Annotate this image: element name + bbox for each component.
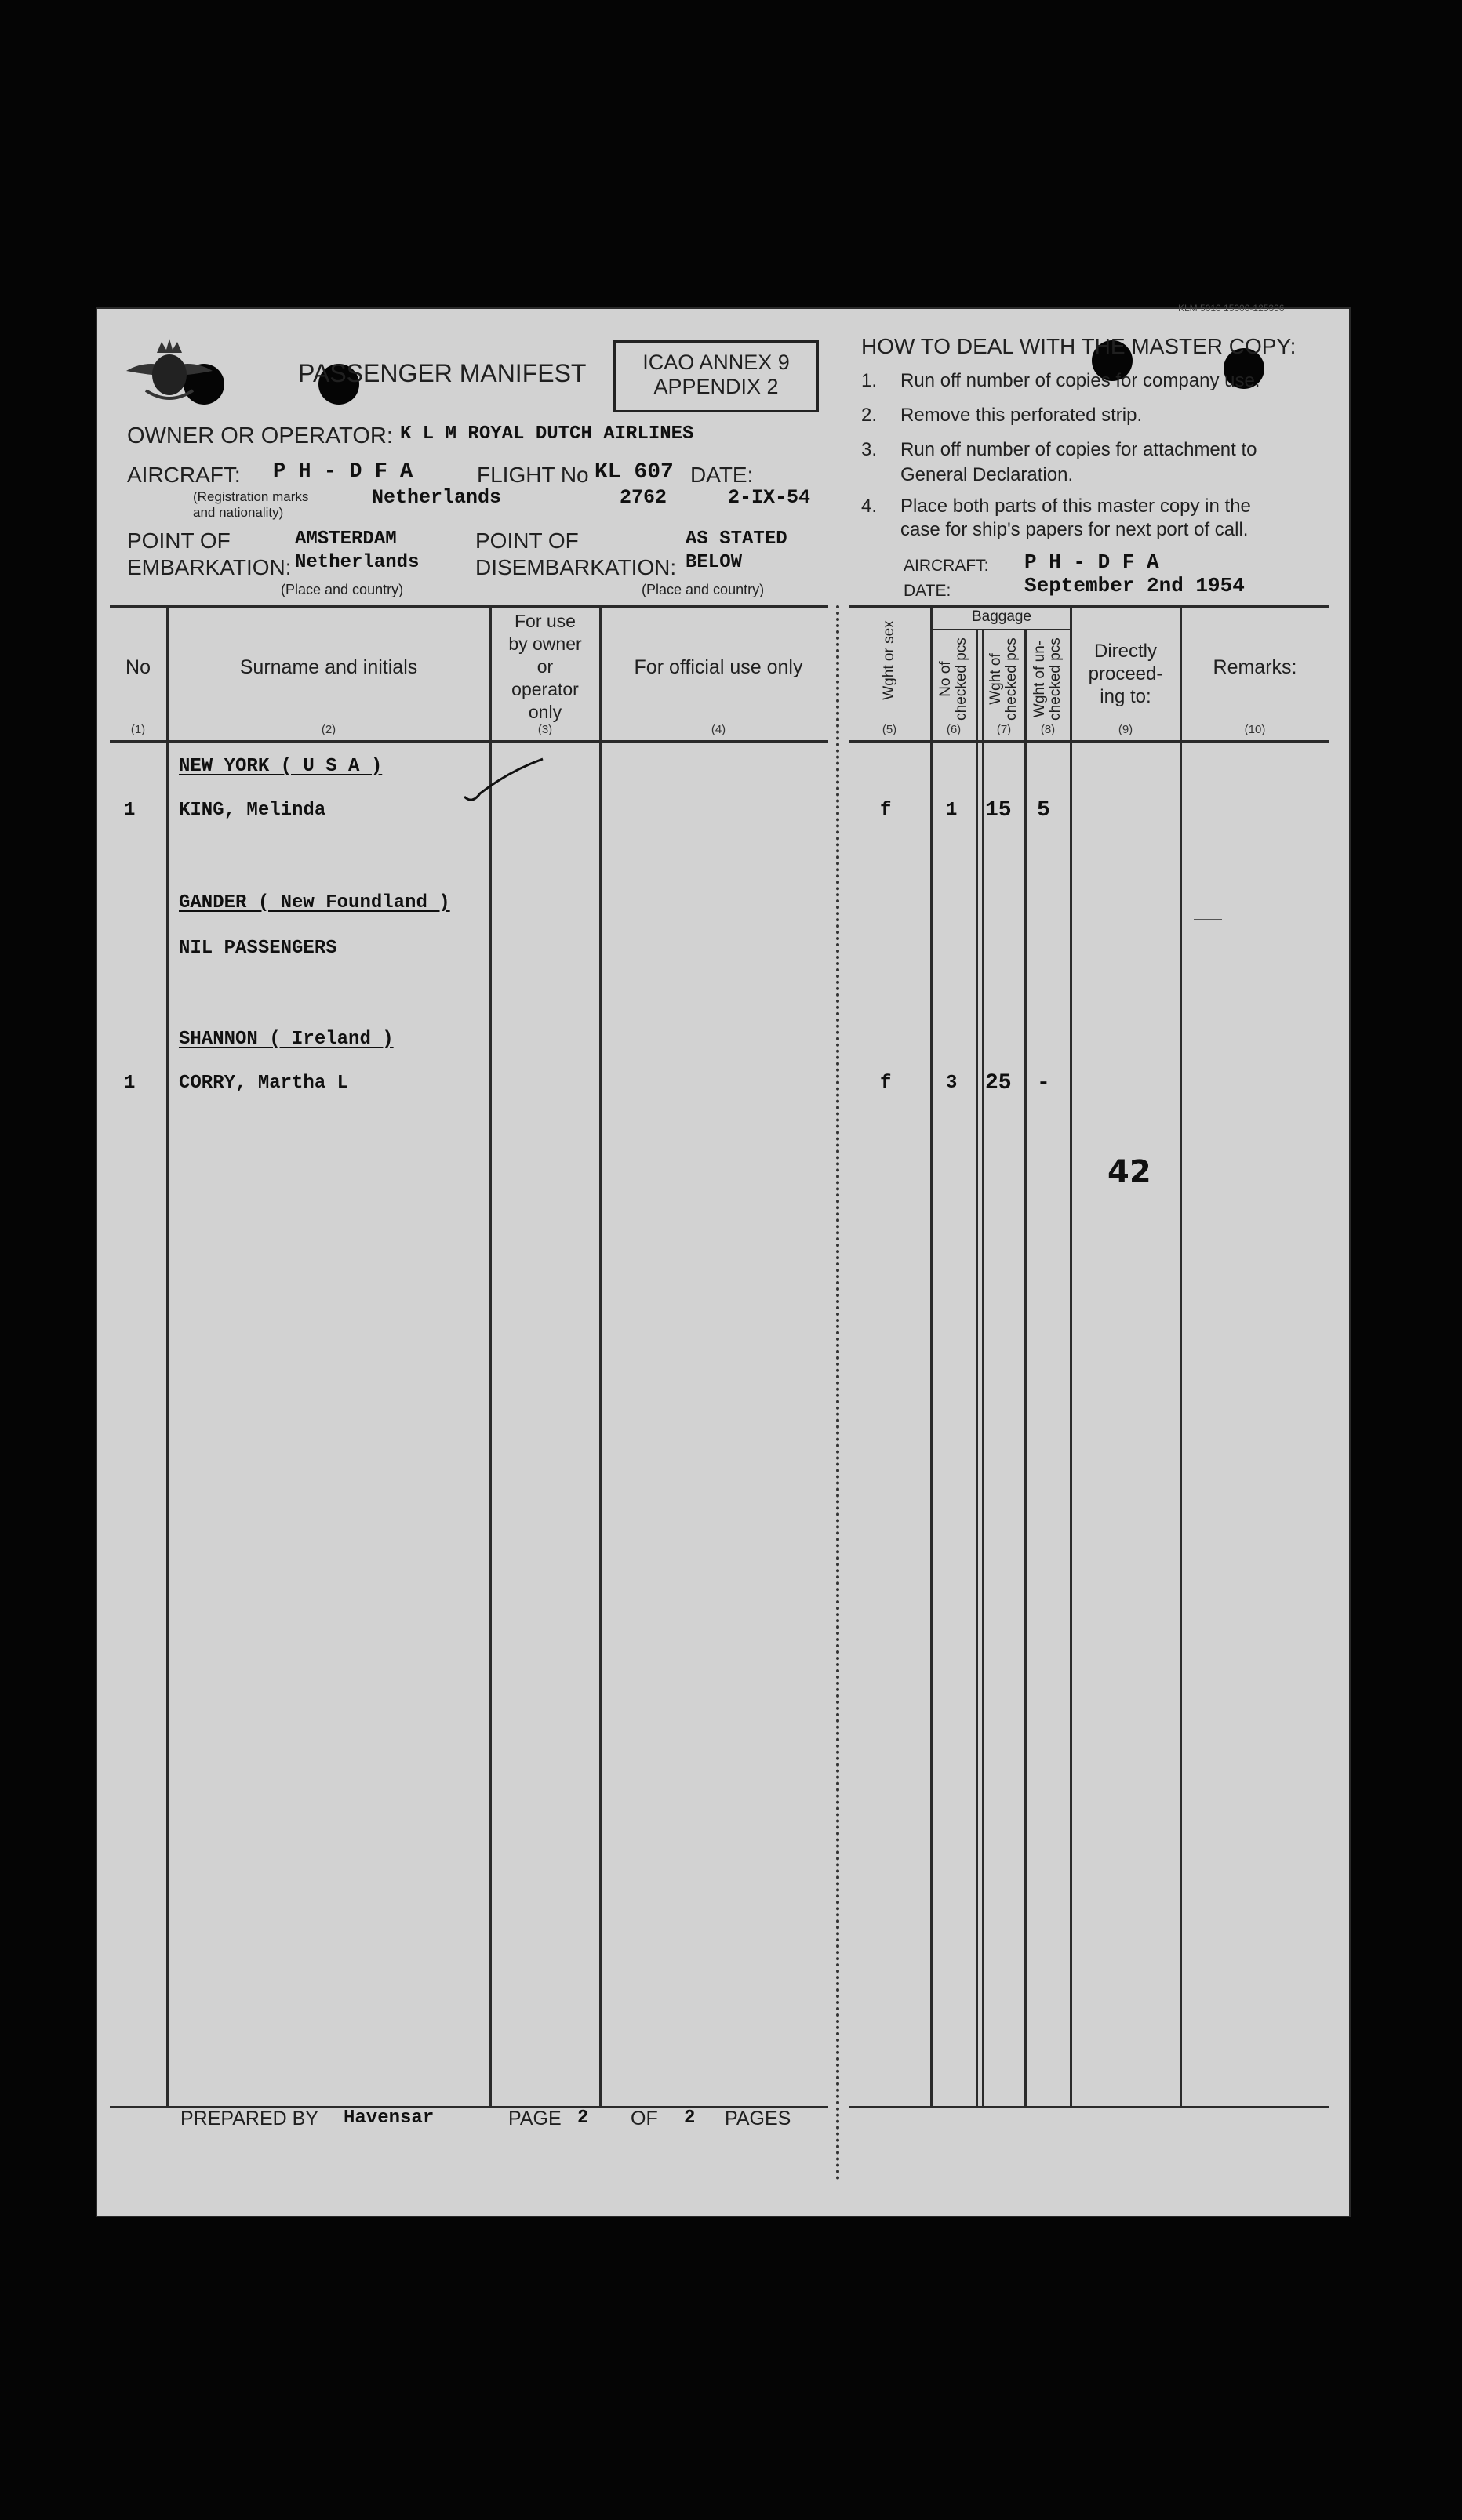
- page-label: PAGE: [508, 2108, 562, 2130]
- column-header-checked-weight: Wght of checked pcs: [987, 637, 1020, 721]
- passenger-checked-weight: 25: [985, 1071, 1012, 1095]
- pages-label: PAGES: [725, 2108, 791, 2130]
- column-header-proceeding: Directly proceed- ing to:: [1088, 641, 1163, 707]
- header-bottom-rule-right: [849, 740, 1329, 743]
- column-number: (6): [946, 723, 962, 736]
- of-value: 2: [684, 2108, 696, 2129]
- passenger-sex: f: [880, 800, 892, 821]
- column-number: (10): [1244, 723, 1266, 736]
- column-header-weight-sex: Wght or sex: [881, 620, 897, 700]
- instruction-1-text: Run off number of copies for company use.: [900, 370, 1260, 391]
- column-divider: [489, 605, 492, 2108]
- document-code: KLM 5010 15000-125396: [1178, 303, 1285, 314]
- passenger-checked-weight: 15: [985, 798, 1012, 822]
- disembarkation-place: AS STATED: [686, 528, 787, 550]
- instruction-3-text-2: General Declaration.: [900, 464, 1074, 485]
- instructions-heading: HOW TO DEAL WITH THE MASTER COPY:: [861, 334, 1297, 358]
- column-number: (1): [130, 723, 146, 736]
- instruction-1-num: 1.: [861, 370, 878, 391]
- column-number: (3): [537, 723, 553, 736]
- owner-value: K L M ROYAL DUTCH AIRLINES: [400, 423, 694, 445]
- column-number: (8): [1040, 723, 1056, 736]
- column-header-checked-pcs: No of checked pcs: [937, 637, 969, 721]
- destination-gander: GANDER ( New Foundland ): [179, 892, 450, 913]
- embarkation-label-2: EMBARKATION:: [127, 555, 292, 579]
- passenger-no: 1: [124, 800, 136, 821]
- column-header-surname: Surname and initials: [239, 656, 418, 678]
- column-divider: [982, 630, 984, 2108]
- column-header-remarks: Remarks:: [1213, 656, 1297, 678]
- master-date-value: September 2nd 1954: [1024, 574, 1245, 597]
- embarkation-country: Netherlands: [295, 552, 420, 573]
- instruction-3-text: Run off number of copies for attachment to: [900, 439, 1257, 460]
- column-divider: [930, 605, 933, 2108]
- master-aircraft-value: P H - D F A: [1024, 550, 1159, 574]
- passenger-checked-pcs: 1: [946, 800, 958, 821]
- disembarkation-note-value: BELOW: [686, 552, 743, 573]
- passenger-name: CORRY, Martha L: [179, 1073, 349, 1094]
- prepared-by-value: Havensar: [344, 2108, 435, 2129]
- icao-annex-box: [613, 340, 819, 412]
- flight-number: KL 607: [595, 460, 674, 485]
- passenger-unchecked-weight: -: [1037, 1071, 1050, 1095]
- aircraft-registration: P H - D F A: [273, 460, 413, 484]
- date-value: 2-IX-54: [728, 486, 811, 509]
- destination-shannon: SHANNON ( Ireland ): [179, 1029, 394, 1050]
- nil-passengers-note: NIL PASSENGERS: [179, 938, 337, 959]
- manifest-sheet: [96, 303, 1351, 2217]
- aircraft-nationality: Netherlands: [372, 486, 502, 509]
- owner-label: OWNER OR OPERATOR:: [127, 423, 393, 448]
- disembarkation-label-1: POINT OF: [475, 528, 579, 553]
- table-bottom-rule-right: [849, 2106, 1329, 2108]
- instruction-4-text: Place both parts of this master copy in the: [900, 496, 1251, 517]
- master-date-label: DATE:: [904, 582, 951, 600]
- header-bottom-rule: [110, 740, 828, 743]
- passenger-checked-pcs: 3: [946, 1073, 958, 1094]
- aircraft-label: AIRCRAFT:: [127, 463, 241, 487]
- column-header-owner-use: For use by owner or operator only: [508, 611, 582, 722]
- klm-crown-logo-icon: [122, 336, 216, 406]
- flight-number-2: 2762: [620, 486, 667, 509]
- instruction-2-num: 2.: [861, 405, 878, 426]
- column-header-no: No: [125, 656, 151, 678]
- column-divider: [166, 605, 169, 2108]
- page-value: 2: [577, 2108, 589, 2129]
- column-number: (4): [711, 723, 726, 736]
- column-divider: [976, 630, 978, 2108]
- column-header-baggage: Baggage: [971, 608, 1032, 625]
- baggage-rule: [932, 629, 1071, 630]
- annex-line-1: ICAO ANNEX 9: [642, 350, 790, 374]
- passenger-name: KING, Melinda: [179, 800, 326, 821]
- instruction-4-num: 4.: [861, 496, 878, 517]
- destination-new-york: NEW YORK ( U S A ): [179, 756, 383, 777]
- disembarkation-note: (Place and country): [642, 582, 765, 597]
- passenger-unchecked-weight: 5: [1037, 798, 1050, 822]
- column-divider: [599, 605, 602, 2108]
- perforation-line: [836, 605, 839, 2181]
- embarkation-label-1: POINT OF: [127, 528, 231, 553]
- column-number: (2): [321, 723, 336, 736]
- of-label: OF: [631, 2108, 658, 2130]
- instruction-4-text-2: case for ship's papers for next port of call.: [900, 519, 1249, 540]
- column-number: (9): [1118, 723, 1133, 736]
- stamp-number: 42: [1107, 1154, 1151, 1190]
- embarkation-place: AMSTERDAM: [295, 528, 397, 550]
- master-aircraft-label: AIRCRAFT:: [904, 557, 989, 575]
- instruction-2-text: Remove this perforated strip.: [900, 405, 1143, 426]
- registration-note-1: (Registration marks: [193, 489, 309, 504]
- column-header-unchecked-weight: Wght of un- checked pcs: [1031, 637, 1064, 721]
- flight-label: FLIGHT No: [477, 463, 589, 487]
- registration-note-2: and nationality): [193, 505, 284, 520]
- passenger-no: 1: [124, 1073, 136, 1094]
- column-header-official: For official use only: [634, 656, 803, 678]
- manifest-title: PASSENGER MANIFEST: [298, 359, 587, 387]
- check-mark-icon: [461, 756, 547, 811]
- annex-line-2: APPENDIX 2: [653, 375, 779, 398]
- column-divider: [1180, 605, 1182, 2108]
- embarkation-note: (Place and country): [281, 582, 404, 597]
- disembarkation-label-2: DISEMBARKATION:: [475, 555, 677, 579]
- instruction-3-num: 3.: [861, 439, 878, 460]
- date-label: DATE:: [690, 463, 754, 487]
- column-number: (7): [996, 723, 1012, 736]
- column-number: (5): [882, 723, 897, 736]
- column-divider: [1070, 605, 1072, 2108]
- prepared-by-label: PREPARED BY: [180, 2108, 318, 2130]
- table-top-rule: [110, 605, 828, 608]
- passenger-sex: f: [880, 1073, 892, 1094]
- column-divider: [1024, 630, 1027, 2108]
- remark-dash: [1194, 919, 1222, 920]
- table-top-rule-right: [849, 605, 1329, 608]
